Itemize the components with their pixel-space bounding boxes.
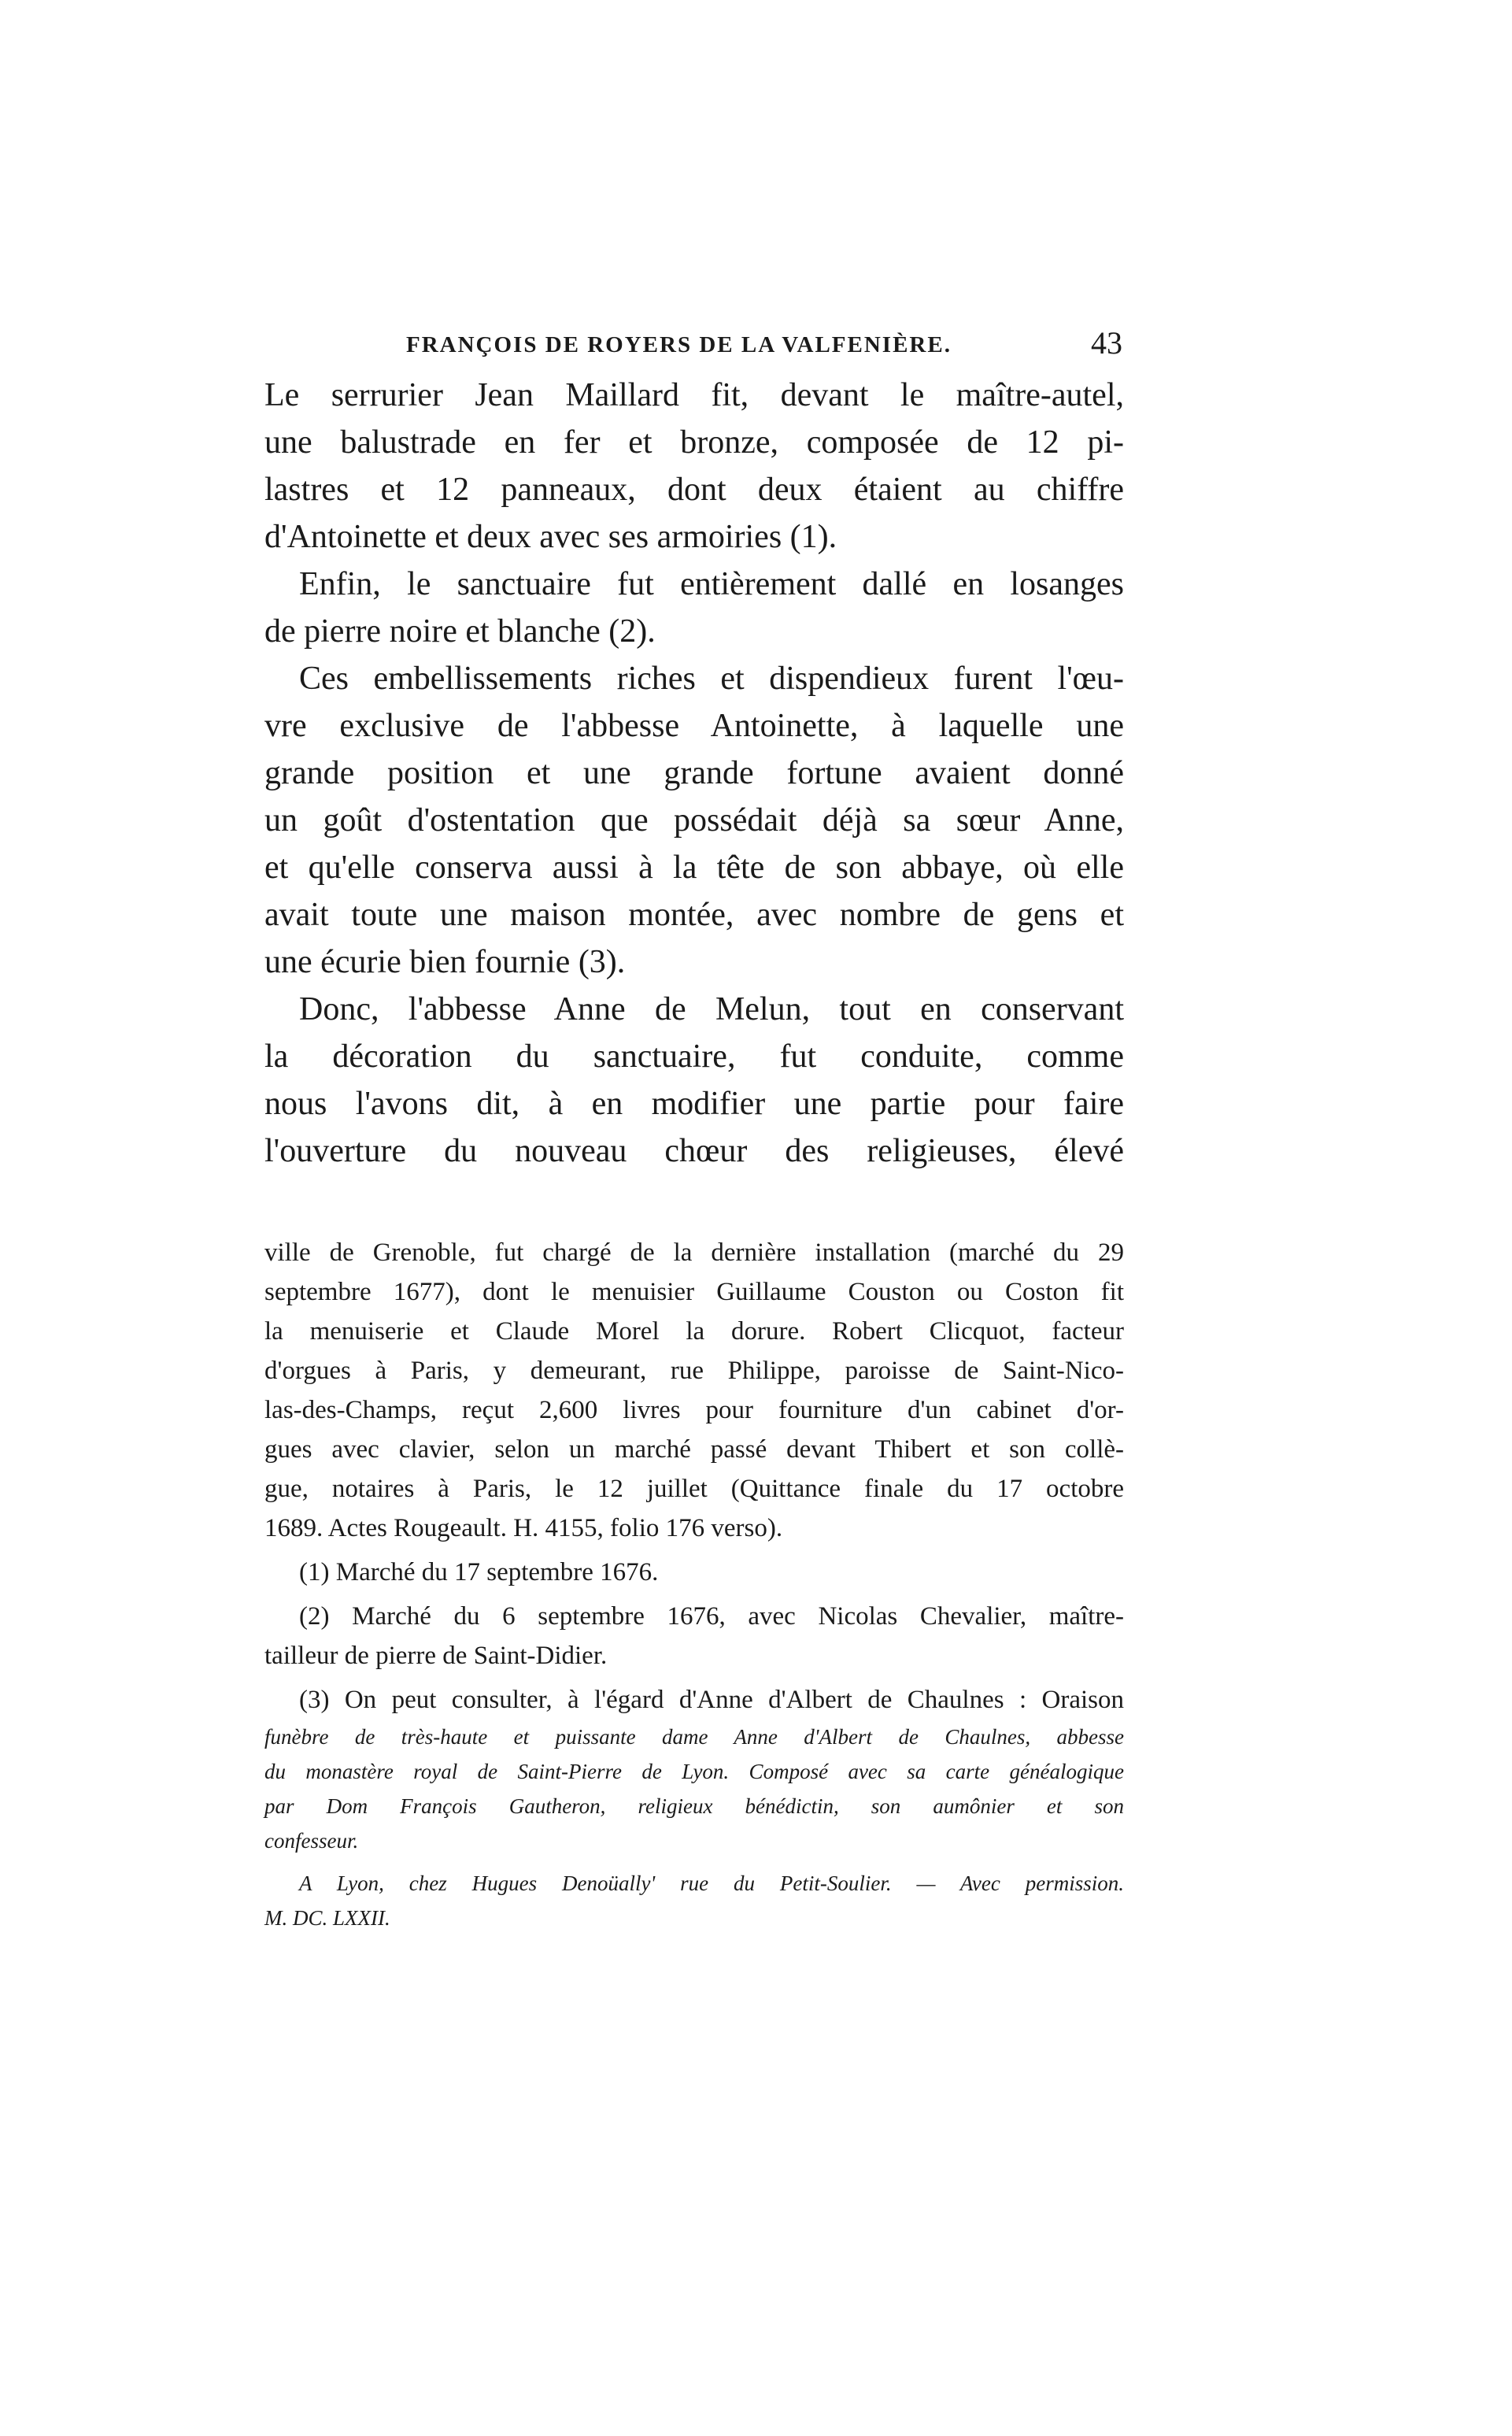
running-title: FRANÇOIS DE ROYERS DE LA VALFENIÈRE.	[406, 332, 952, 357]
body-line: Donc, l'abbesse Anne de Melun, tout en conservant	[299, 991, 1124, 1027]
body-line: Enfin, le sanctuaire fut entièrement dallé en losanges	[299, 566, 1124, 602]
footnote-line: funèbre de très-haute et puissante dame Anne d'Albert de Chaulnes, abbesse	[264, 1725, 1124, 1749]
body-line: Le serrurier Jean Maillard fit, devant le maître-autel,	[264, 377, 1124, 413]
body-line: une balustrade en fer et bronze, composée de 12 pi-	[264, 424, 1124, 461]
footnote-line: par Dom François Gautheron, religieux bénédictin, son aumônier et son	[264, 1794, 1124, 1818]
footnote-line: 1689. Actes Rougeault. H. 4155, folio 176 verso).	[264, 1514, 783, 1542]
body-line: grande position et une grande fortune avaient donné	[264, 755, 1124, 791]
footnote-2: (2) Marché du 6 septembre 1676, avec Nicolas Chevalier, maître-	[299, 1602, 1124, 1631]
body-line: et qu'elle conserva aussi à la tête de son abbaye, où elle	[264, 850, 1124, 886]
body-line: d'Antoinette et deux avec ses armoiries (1).	[264, 519, 837, 555]
body-line: la décoration du sanctuaire, fut conduite, comme	[264, 1038, 1124, 1075]
footnote-line: du monastère royal de Saint-Pierre de Lyon. Composé avec sa carte généalogique	[264, 1760, 1124, 1783]
footnote-line: las-des-Champs, reçut 2,600 livres pour fourniture d'un cabinet d'or-	[264, 1396, 1124, 1424]
footnote-line: confesseur.	[264, 1829, 359, 1853]
running-head	[264, 324, 1146, 372]
body-line: de pierre noire et blanche (2).	[264, 613, 656, 650]
footnote-1: (1) Marché du 17 septembre 1676.	[299, 1558, 659, 1586]
body-line: vre exclusive de l'abbesse Antoinette, à laquelle une	[264, 708, 1124, 744]
footnote-line: tailleur de pierre de Saint-Didier.	[264, 1642, 608, 1670]
body-line: nous l'avons dit, à en modifier une partie pour faire	[264, 1086, 1124, 1122]
footnote-line: d'orgues à Paris, y demeurant, rue Philippe, paroisse de Saint-Nico-	[264, 1357, 1124, 1385]
main-text	[264, 372, 1124, 1175]
footnotes	[264, 1233, 1124, 1935]
body-line: une écurie bien fournie (3).	[264, 944, 626, 980]
page-number: 43	[1091, 325, 1122, 361]
footnote-line: gues avec clavier, selon un marché passé devant Thibert et son collè-	[264, 1435, 1124, 1464]
body-line: un goût d'ostentation que possédait déjà sa sœur Anne,	[264, 802, 1124, 839]
footnote-3: (3) On peut consulter, à l'égard d'Anne d'Albert de Chaulnes : Oraison	[299, 1686, 1124, 1714]
footnote-line: la menuiserie et Claude Morel la dorure. Robert Clicquot, facteur	[264, 1317, 1124, 1346]
body-line: avait toute une maison montée, avec nombre de gens et	[264, 897, 1124, 933]
imprint-line: A Lyon, chez Hugues Denoüally' rue du Petit-Soulier. — Avec permission.	[299, 1871, 1124, 1895]
footnote-line: gue, notaires à Paris, le 12 juillet (Quittance finale du 17 octobre	[264, 1475, 1124, 1503]
footnote-line: septembre 1677), dont le menuisier Guillaume Couston ou Coston fit	[264, 1278, 1124, 1306]
body-line: l'ouverture du nouveau chœur des religieuses, élevé	[264, 1133, 1124, 1169]
body-line: Ces embellissements riches et dispendieux furent l'œu-	[299, 661, 1124, 697]
footnote-line: ville de Grenoble, fut chargé de la dernière installation (marché du 29	[264, 1238, 1124, 1267]
body-line: lastres et 12 panneaux, dont deux étaient au chiffre	[264, 472, 1124, 508]
imprint-date: M. DC. LXXII.	[264, 1906, 390, 1930]
